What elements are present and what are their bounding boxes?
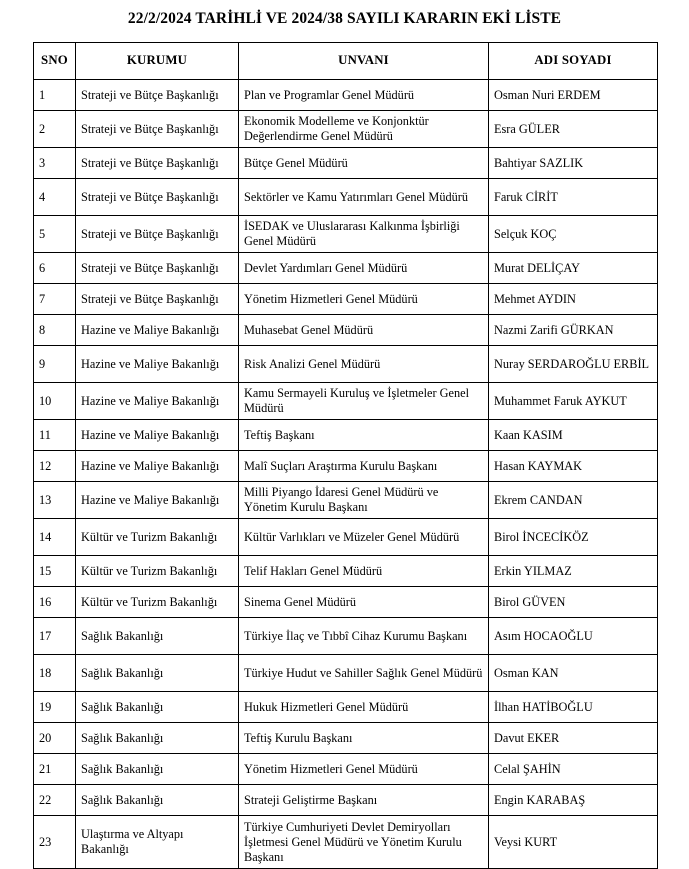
cell-kurumu: Kültür ve Turizm Bakanlığı: [76, 519, 239, 556]
table-header: [34, 43, 658, 80]
cell-sno: 19: [34, 692, 76, 723]
table-row: [34, 80, 658, 111]
table-row: [34, 216, 658, 253]
cell-unvani: Sektörler ve Kamu Yatırımları Genel Müdürü: [239, 179, 489, 216]
table-row: [34, 816, 658, 869]
cell-unvani: Türkiye Hudut ve Sahiller Sağlık Genel Müdürü: [239, 655, 489, 692]
cell-adi-soyadi: Birol GÜVEN: [489, 587, 658, 618]
cell-kurumu: Strateji ve Bütçe Başkanlığı: [76, 111, 239, 148]
cell-unvani: Plan ve Programlar Genel Müdürü: [239, 80, 489, 111]
cell-sno: 23: [34, 816, 76, 869]
cell-adi-soyadi: Engin KARABAŞ: [489, 785, 658, 816]
column-header-adi-soyadi: ADI SOYADI: [489, 43, 658, 80]
cell-adi-soyadi: Osman Nuri ERDEM: [489, 80, 658, 111]
cell-unvani: Hukuk Hizmetleri Genel Müdürü: [239, 692, 489, 723]
cell-unvani: Risk Analizi Genel Müdürü: [239, 346, 489, 383]
cell-sno: 14: [34, 519, 76, 556]
cell-adi-soyadi: Mehmet AYDIN: [489, 284, 658, 315]
cell-kurumu: Hazine ve Maliye Bakanlığı: [76, 451, 239, 482]
table-row: [34, 148, 658, 179]
cell-unvani: İSEDAK ve Uluslararası Kalkınma İşbirliği Genel Müdürü: [239, 216, 489, 253]
cell-sno: 1: [34, 80, 76, 111]
cell-kurumu: Hazine ve Maliye Bakanlığı: [76, 346, 239, 383]
appointments-table-container: [33, 42, 657, 869]
cell-adi-soyadi: Muhammet Faruk AYKUT: [489, 383, 658, 420]
cell-unvani: Strateji Geliştirme Başkanı: [239, 785, 489, 816]
cell-adi-soyadi: İlhan HATİBOĞLU: [489, 692, 658, 723]
table-row: [34, 253, 658, 284]
cell-unvani: Türkiye İlaç ve Tıbbî Cihaz Kurumu Başkanı: [239, 618, 489, 655]
cell-sno: 2: [34, 111, 76, 148]
cell-kurumu: Strateji ve Bütçe Başkanlığı: [76, 148, 239, 179]
cell-sno: 12: [34, 451, 76, 482]
cell-adi-soyadi: Davut EKER: [489, 723, 658, 754]
appointments-table: [33, 42, 658, 869]
cell-kurumu: Sağlık Bakanlığı: [76, 785, 239, 816]
table-row: [34, 451, 658, 482]
cell-sno: 10: [34, 383, 76, 420]
cell-unvani: Muhasebat Genel Müdürü: [239, 315, 489, 346]
cell-adi-soyadi: Celal ŞAHİN: [489, 754, 658, 785]
table-row: [34, 315, 658, 346]
cell-adi-soyadi: Hasan KAYMAK: [489, 451, 658, 482]
cell-sno: 5: [34, 216, 76, 253]
table-row: [34, 111, 658, 148]
table-row: [34, 179, 658, 216]
table-body: [34, 80, 658, 869]
table-row: [34, 785, 658, 816]
cell-unvani: Telif Hakları Genel Müdürü: [239, 556, 489, 587]
cell-adi-soyadi: Esra GÜLER: [489, 111, 658, 148]
cell-sno: 9: [34, 346, 76, 383]
cell-kurumu: Hazine ve Maliye Bakanlığı: [76, 383, 239, 420]
table-row: [34, 420, 658, 451]
table-row: [34, 383, 658, 420]
cell-unvani: Teftiş Başkanı: [239, 420, 489, 451]
table-row: [34, 754, 658, 785]
cell-sno: 17: [34, 618, 76, 655]
cell-adi-soyadi: Kaan KASIM: [489, 420, 658, 451]
table-row: [34, 655, 658, 692]
cell-unvani: Bütçe Genel Müdürü: [239, 148, 489, 179]
cell-unvani: Yönetim Hizmetleri Genel Müdürü: [239, 754, 489, 785]
cell-kurumu: Hazine ve Maliye Bakanlığı: [76, 315, 239, 346]
cell-kurumu: Sağlık Bakanlığı: [76, 754, 239, 785]
table-header-row: [34, 43, 658, 80]
cell-sno: 11: [34, 420, 76, 451]
table-row: [34, 482, 658, 519]
cell-unvani: Kamu Sermayeli Kuruluş ve İşletmeler Genel Müdürü: [239, 383, 489, 420]
cell-sno: 6: [34, 253, 76, 284]
cell-kurumu: Hazine ve Maliye Bakanlığı: [76, 482, 239, 519]
table-row: [34, 587, 658, 618]
cell-unvani: Sinema Genel Müdürü: [239, 587, 489, 618]
cell-unvani: Milli Piyango İdaresi Genel Müdürü ve Yönetim Kurulu Başkanı: [239, 482, 489, 519]
cell-adi-soyadi: Veysi KURT: [489, 816, 658, 869]
column-header-unvani: UNVANI: [239, 43, 489, 80]
cell-unvani: Kültür Varlıkları ve Müzeler Genel Müdürü: [239, 519, 489, 556]
cell-kurumu: Sağlık Bakanlığı: [76, 723, 239, 754]
cell-unvani: Devlet Yardımları Genel Müdürü: [239, 253, 489, 284]
table-row: [34, 346, 658, 383]
cell-adi-soyadi: Bahtiyar SAZLIK: [489, 148, 658, 179]
cell-adi-soyadi: Ekrem CANDAN: [489, 482, 658, 519]
cell-adi-soyadi: Asım HOCAOĞLU: [489, 618, 658, 655]
cell-sno: 21: [34, 754, 76, 785]
table-row: [34, 556, 658, 587]
cell-sno: 3: [34, 148, 76, 179]
cell-kurumu: Strateji ve Bütçe Başkanlığı: [76, 284, 239, 315]
cell-kurumu: Ulaştırma ve Altyapı Bakanlığı: [76, 816, 239, 869]
table-row: [34, 723, 658, 754]
cell-sno: 7: [34, 284, 76, 315]
table-row: [34, 519, 658, 556]
cell-unvani: Teftiş Kurulu Başkanı: [239, 723, 489, 754]
cell-sno: 15: [34, 556, 76, 587]
cell-kurumu: Sağlık Bakanlığı: [76, 618, 239, 655]
cell-unvani: Ekonomik Modelleme ve Konjonktür Değerlendirme Genel Müdürü: [239, 111, 489, 148]
table-row: [34, 284, 658, 315]
cell-sno: 4: [34, 179, 76, 216]
cell-adi-soyadi: Birol İNCECİKÖZ: [489, 519, 658, 556]
table-row: [34, 618, 658, 655]
table-row: [34, 692, 658, 723]
cell-kurumu: Kültür ve Turizm Bakanlığı: [76, 556, 239, 587]
cell-sno: 18: [34, 655, 76, 692]
cell-unvani: Türkiye Cumhuriyeti Devlet Demiryolları İşletmesi Genel Müdürü ve Yönetim Kurulu Başkanı: [239, 816, 489, 869]
cell-adi-soyadi: Selçuk KOÇ: [489, 216, 658, 253]
cell-sno: 13: [34, 482, 76, 519]
cell-kurumu: Sağlık Bakanlığı: [76, 692, 239, 723]
cell-adi-soyadi: Nazmi Zarifi GÜRKAN: [489, 315, 658, 346]
cell-kurumu: Hazine ve Maliye Bakanlığı: [76, 420, 239, 451]
column-header-kurumu: KURUMU: [76, 43, 239, 80]
cell-adi-soyadi: Osman KAN: [489, 655, 658, 692]
cell-kurumu: Sağlık Bakanlığı: [76, 655, 239, 692]
cell-adi-soyadi: Murat DELİÇAY: [489, 253, 658, 284]
cell-sno: 22: [34, 785, 76, 816]
cell-sno: 8: [34, 315, 76, 346]
column-header-sno: SNO: [34, 43, 76, 80]
cell-unvani: Malî Suçları Araştırma Kurulu Başkanı: [239, 451, 489, 482]
cell-adi-soyadi: Erkin YILMAZ: [489, 556, 658, 587]
cell-kurumu: Strateji ve Bütçe Başkanlığı: [76, 179, 239, 216]
cell-sno: 16: [34, 587, 76, 618]
cell-kurumu: Strateji ve Bütçe Başkanlığı: [76, 253, 239, 284]
page-title: 22/2/2024 TARİHLİ VE 2024/38 SAYILI KARARIN EKİ LİSTE: [127, 10, 562, 27]
cell-kurumu: Kültür ve Turizm Bakanlığı: [76, 587, 239, 618]
cell-kurumu: Strateji ve Bütçe Başkanlığı: [76, 80, 239, 111]
cell-sno: 20: [34, 723, 76, 754]
cell-adi-soyadi: Nuray SERDAROĞLU ERBİL: [489, 346, 658, 383]
cell-adi-soyadi: Faruk CİRİT: [489, 179, 658, 216]
cell-kurumu: Strateji ve Bütçe Başkanlığı: [76, 216, 239, 253]
cell-unvani: Yönetim Hizmetleri Genel Müdürü: [239, 284, 489, 315]
